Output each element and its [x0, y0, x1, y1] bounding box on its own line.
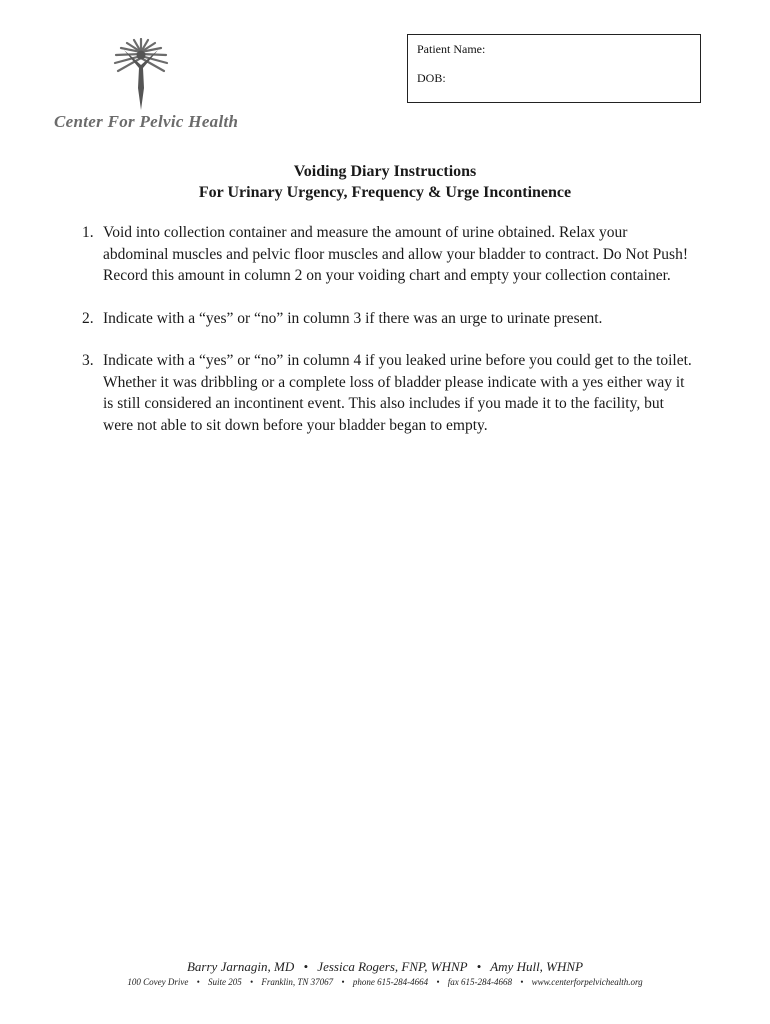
instruction-number: 3. [82, 352, 94, 369]
instruction-number: 2. [82, 309, 94, 327]
address-city: Franklin, TN 37067 [261, 977, 334, 987]
bullet-separator: • [250, 977, 254, 987]
address-website: www.centerforpelvichealth.org [531, 977, 643, 987]
address-phone: phone 615-284-4664 [352, 977, 429, 987]
instruction-number: 1. [82, 224, 94, 241]
patient-name-label: Patient Name: [417, 42, 486, 56]
staff-name: Barry Jarnagin, MD [186, 959, 295, 974]
bullet-separator: • [196, 977, 200, 987]
person-sunburst-icon [110, 38, 172, 112]
instruction-text: Indicate with a “yes” or “no” in column 4 if you leaked urine before you could get to the toilet. Whether it was dribbling or a complete loss of bladder please indicate with a yes either way it is still considered an incontinent event. This also includes if you made it to the facility, but were not able to sit down before your bladder began to empty. [103, 352, 692, 434]
document-title: Voiding Diary Instructions [293, 163, 477, 180]
dob-label: DOB: [417, 71, 446, 85]
bullet-separator: • [303, 959, 309, 974]
center-for-pelvic-health-logo [54, 38, 244, 142]
bullet-separator: • [341, 977, 345, 987]
instruction-text: Indicate with a “yes” or “no” in column 3 if there was an urge to urinate present. [103, 309, 603, 327]
document-subtitle: For Urinary Urgency, Frequency & Urge Incontinence [198, 184, 572, 201]
bullet-separator: • [520, 977, 524, 987]
patient-info-box [407, 34, 701, 103]
staff-name: Amy Hull, WHNP [490, 959, 584, 974]
staff-name: Jessica Rogers, FNP, WHNP [317, 959, 468, 974]
bullet-separator: • [476, 959, 482, 974]
bullet-separator: • [436, 977, 440, 987]
instruction-item [82, 308, 696, 330]
logo-text: Center For Pelvic Health [54, 112, 239, 131]
instruction-item [82, 350, 696, 436]
address-fax: fax 615-284-4668 [447, 977, 512, 987]
instruction-text: Void into collection container and measure the amount of urine obtained. Relax your abdominal muscles and pelvic floor muscles and allow your bladder to contract. Do Not Push! Record this amount in column 2 on your voiding chart and empty your collection container. [103, 224, 688, 284]
footer-address [0, 977, 770, 987]
footer-staff-names [0, 959, 770, 975]
address-suite: Suite 205 [208, 977, 242, 987]
address-street: 100 Covey Drive [127, 977, 189, 987]
instruction-item [82, 222, 696, 287]
instruction-list [82, 222, 696, 457]
